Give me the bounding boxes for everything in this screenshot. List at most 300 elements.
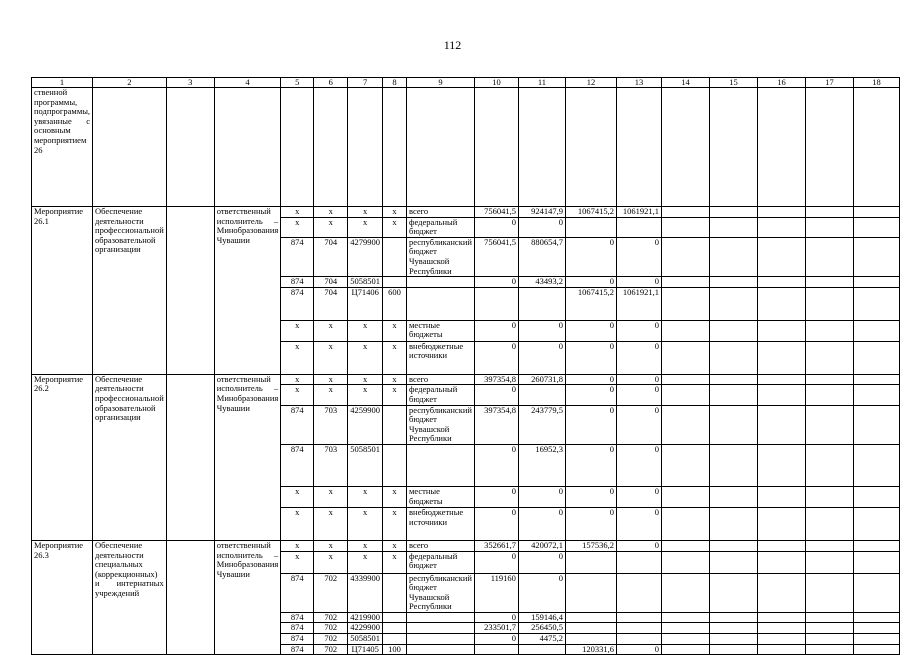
value-cell: 0: [616, 507, 661, 540]
budget-table: [31, 77, 900, 655]
value-cell: [518, 644, 565, 655]
empty-cell: [805, 644, 853, 655]
header-cell: 3: [166, 78, 214, 88]
source-cell: внебюджетные источники: [407, 507, 475, 540]
empty-cell: [661, 320, 709, 341]
measure-description: Обеспечение деятельности специальных (коррекционных) и интернатных учреждений: [93, 540, 167, 654]
empty-cell: [853, 88, 899, 207]
value-cell: 0: [565, 237, 616, 276]
empty-cell: [805, 634, 853, 645]
value-cell: 256450,5: [518, 623, 565, 634]
source-cell: федеральный бюджет: [407, 385, 475, 405]
empty-cell: [757, 277, 805, 288]
empty-cell: [805, 540, 853, 551]
code-cell: x: [348, 374, 383, 385]
code-cell: 4279900: [348, 237, 383, 276]
value-cell: 0: [616, 385, 661, 405]
value-cell: [616, 551, 661, 573]
code-cell: 4339900: [348, 573, 383, 612]
code-cell: x: [314, 486, 348, 507]
code-cell: 874: [281, 405, 314, 444]
value-cell: [616, 573, 661, 612]
code-cell: x: [281, 341, 314, 374]
value-cell: [565, 612, 616, 623]
code-cell: Ц71406: [348, 287, 383, 320]
code-cell: x: [281, 385, 314, 405]
empty-cell: [757, 405, 805, 444]
empty-cell: [853, 623, 899, 634]
header-cell: 14: [661, 78, 709, 88]
code-cell: x: [314, 320, 348, 341]
empty-cell: [348, 88, 383, 207]
code-cell: x: [348, 551, 383, 573]
code-cell: x: [281, 486, 314, 507]
empty-cell: [709, 341, 757, 374]
value-cell: 0: [616, 277, 661, 288]
empty-cell: [805, 237, 853, 276]
code-cell: 704: [314, 237, 348, 276]
source-cell: всего: [407, 374, 475, 385]
code-cell: x: [281, 551, 314, 573]
code-cell: 874: [281, 573, 314, 612]
code-cell: 703: [314, 405, 348, 444]
empty-cell: [166, 88, 214, 207]
empty-cell: [853, 277, 899, 288]
value-cell: 397354,8: [474, 405, 518, 444]
value-cell: 0: [474, 277, 518, 288]
value-cell: 0: [474, 385, 518, 405]
header-cell: 12: [565, 78, 616, 88]
code-cell: x: [383, 486, 407, 507]
code-cell: x: [348, 207, 383, 218]
empty-cell: [757, 341, 805, 374]
value-cell: [565, 573, 616, 612]
page-number: 112: [443, 38, 462, 52]
code-cell: x: [314, 385, 348, 405]
value-cell: [474, 644, 518, 655]
empty-cell: [709, 374, 757, 385]
empty-cell: [805, 405, 853, 444]
source-cell: республиканский бюджет Чувашской Республики: [407, 405, 475, 444]
empty-cell: [757, 88, 805, 207]
code-cell: x: [314, 551, 348, 573]
empty-cell: [474, 88, 518, 207]
value-cell: [565, 551, 616, 573]
empty-cell: [383, 88, 407, 207]
value-cell: 0: [518, 486, 565, 507]
empty-cell: [661, 612, 709, 623]
value-cell: 0: [616, 540, 661, 551]
empty-cell: [805, 217, 853, 237]
measure-description: Обеспечение деятельности профессиональной образовательной организации: [93, 374, 167, 540]
code-cell: x: [348, 217, 383, 237]
code-cell: 874: [281, 444, 314, 486]
value-cell: 0: [616, 320, 661, 341]
code-cell: x: [383, 207, 407, 218]
empty-cell: [757, 551, 805, 573]
measure-description: Обеспечение деятельности профессиональной образовательной организации: [93, 207, 167, 375]
source-cell: внебюджетные источники: [407, 341, 475, 374]
value-cell: 0: [518, 507, 565, 540]
code-cell: x: [383, 374, 407, 385]
value-cell: [616, 612, 661, 623]
value-cell: 0: [565, 385, 616, 405]
empty-cell: [709, 623, 757, 634]
empty-cell: [757, 287, 805, 320]
empty-cell: [805, 486, 853, 507]
empty-cell: [805, 277, 853, 288]
code-cell: [383, 237, 407, 276]
empty-cell: [709, 277, 757, 288]
value-cell: 0: [565, 507, 616, 540]
code-cell: x: [281, 320, 314, 341]
source-cell: [407, 612, 475, 623]
value-cell: 157536,2: [565, 540, 616, 551]
value-cell: 0: [616, 644, 661, 655]
value-cell: [474, 287, 518, 320]
header-cell: 15: [709, 78, 757, 88]
code-cell: x: [348, 486, 383, 507]
code-cell: 874: [281, 612, 314, 623]
empty-cell: [518, 88, 565, 207]
code-cell: x: [281, 540, 314, 551]
code-cell: x: [281, 507, 314, 540]
code-cell: 702: [314, 612, 348, 623]
header-cell: 2: [93, 78, 167, 88]
empty-cell: [853, 341, 899, 374]
empty-cell: [853, 207, 899, 218]
value-cell: [518, 385, 565, 405]
value-cell: 0: [518, 217, 565, 237]
empty-cell: [661, 573, 709, 612]
value-cell: [518, 287, 565, 320]
code-cell: x: [383, 551, 407, 573]
empty-cell: [661, 217, 709, 237]
code-cell: x: [348, 385, 383, 405]
empty-cell: [709, 540, 757, 551]
empty-cell: [407, 88, 475, 207]
header-cell: 1: [32, 78, 93, 88]
code-cell: 874: [281, 644, 314, 655]
value-cell: 756041,5: [474, 237, 518, 276]
empty-cell: [709, 573, 757, 612]
empty-cell: [853, 612, 899, 623]
empty-cell: [853, 237, 899, 276]
code-cell: [383, 444, 407, 486]
measure-name: Мероприятие 26.2: [32, 374, 93, 540]
value-cell: [565, 623, 616, 634]
source-cell: [407, 634, 475, 645]
code-cell: x: [314, 507, 348, 540]
value-cell: 397354,8: [474, 374, 518, 385]
code-cell: x: [348, 320, 383, 341]
code-cell: 874: [281, 287, 314, 320]
source-cell: [407, 644, 475, 655]
empty-cell: [853, 486, 899, 507]
value-cell: 159146,4: [518, 612, 565, 623]
value-cell: 0: [565, 320, 616, 341]
empty-cell: [281, 88, 314, 207]
empty-cell: [661, 551, 709, 573]
value-cell: [616, 634, 661, 645]
empty-cell: [661, 540, 709, 551]
value-cell: 0: [474, 507, 518, 540]
header-cell: 8: [383, 78, 407, 88]
empty-cell: [853, 217, 899, 237]
empty-cell: [805, 374, 853, 385]
value-cell: 0: [616, 341, 661, 374]
source-cell: [407, 623, 475, 634]
code-cell: 704: [314, 287, 348, 320]
code-cell: [383, 573, 407, 612]
value-cell: 0: [474, 320, 518, 341]
empty-cell: [805, 385, 853, 405]
empty-cell: [853, 385, 899, 405]
code-cell: x: [281, 374, 314, 385]
code-cell: 702: [314, 634, 348, 645]
empty-cell: [757, 540, 805, 551]
empty-cell: [757, 237, 805, 276]
empty-cell: [93, 88, 167, 207]
header-cell: 4: [214, 78, 280, 88]
value-cell: 43493,2: [518, 277, 565, 288]
source-cell: республиканский бюджет Чувашской Республики: [407, 573, 475, 612]
header-cell: 13: [616, 78, 661, 88]
empty-cell: [757, 634, 805, 645]
code-cell: [383, 612, 407, 623]
empty-cell: [661, 623, 709, 634]
header-cell: 7: [348, 78, 383, 88]
value-cell: 243779,5: [518, 405, 565, 444]
code-cell: x: [348, 507, 383, 540]
header-cell: 17: [805, 78, 853, 88]
value-cell: 1067415,2: [565, 287, 616, 320]
source-cell: всего: [407, 207, 475, 218]
value-cell: 924147,9: [518, 207, 565, 218]
empty-cell: [805, 320, 853, 341]
empty-cell: [757, 374, 805, 385]
empty-cell: [757, 623, 805, 634]
value-cell: 0: [474, 341, 518, 374]
empty-cell: [314, 88, 348, 207]
empty-cell: [661, 374, 709, 385]
empty-cell: [661, 634, 709, 645]
measure-name: Мероприятие 26.3: [32, 540, 93, 654]
code-cell: [383, 277, 407, 288]
code-cell: 702: [314, 644, 348, 655]
empty-cell: [709, 634, 757, 645]
value-cell: 0: [565, 405, 616, 444]
header-cell: 6: [314, 78, 348, 88]
code-cell: x: [383, 341, 407, 374]
empty-cell: [853, 551, 899, 573]
source-cell: федеральный бюджет: [407, 551, 475, 573]
code-cell: x: [383, 507, 407, 540]
source-cell: [407, 287, 475, 320]
value-cell: [616, 623, 661, 634]
empty-cell: [166, 374, 214, 540]
empty-cell: [853, 507, 899, 540]
value-cell: 233501,7: [474, 623, 518, 634]
empty-cell: [661, 287, 709, 320]
value-cell: 0: [565, 374, 616, 385]
code-cell: 4229900: [348, 623, 383, 634]
empty-cell: [661, 237, 709, 276]
empty-cell: [709, 88, 757, 207]
empty-cell: [853, 320, 899, 341]
empty-cell: [757, 612, 805, 623]
measure-executor: ответственный исполнитель – Минобразования Чувашии: [214, 540, 280, 654]
code-cell: 600: [383, 287, 407, 320]
empty-cell: [709, 237, 757, 276]
empty-cell: [709, 551, 757, 573]
value-cell: [565, 217, 616, 237]
empty-cell: [805, 207, 853, 218]
value-cell: 0: [616, 405, 661, 444]
empty-cell: [661, 277, 709, 288]
code-cell: 100: [383, 644, 407, 655]
value-cell: 352661,7: [474, 540, 518, 551]
empty-cell: [805, 88, 853, 207]
header-cell: 10: [474, 78, 518, 88]
header-row: [32, 78, 900, 88]
code-cell: x: [314, 217, 348, 237]
value-cell: 0: [474, 486, 518, 507]
code-cell: x: [348, 540, 383, 551]
empty-cell: [709, 320, 757, 341]
table-row: [32, 207, 900, 218]
empty-cell: [661, 341, 709, 374]
empty-cell: [853, 374, 899, 385]
table-row: [32, 540, 900, 551]
value-cell: 880654,7: [518, 237, 565, 276]
empty-cell: [757, 320, 805, 341]
empty-cell: [709, 644, 757, 655]
empty-cell: [805, 287, 853, 320]
empty-cell: [805, 507, 853, 540]
value-cell: 1061921,1: [616, 207, 661, 218]
value-cell: 0: [616, 374, 661, 385]
value-cell: 0: [565, 486, 616, 507]
empty-cell: [805, 341, 853, 374]
value-cell: 0: [474, 634, 518, 645]
empty-cell: [661, 207, 709, 218]
code-cell: 874: [281, 237, 314, 276]
value-cell: 0: [474, 217, 518, 237]
code-cell: Ц71405: [348, 644, 383, 655]
value-cell: 4475,2: [518, 634, 565, 645]
code-cell: x: [383, 320, 407, 341]
empty-cell: [709, 287, 757, 320]
empty-cell: [853, 644, 899, 655]
empty-cell: [709, 207, 757, 218]
value-cell: 0: [518, 551, 565, 573]
source-cell: республиканский бюджет Чувашской Республики: [407, 237, 475, 276]
empty-cell: [616, 88, 661, 207]
empty-cell: [661, 444, 709, 486]
empty-cell: [565, 88, 616, 207]
empty-cell: [661, 405, 709, 444]
empty-cell: [853, 634, 899, 645]
code-cell: 874: [281, 623, 314, 634]
code-cell: 702: [314, 623, 348, 634]
empty-cell: [805, 573, 853, 612]
intro-row: [32, 88, 900, 207]
value-cell: 120331,6: [565, 644, 616, 655]
source-cell: местные бюджеты: [407, 486, 475, 507]
empty-cell: [709, 507, 757, 540]
value-cell: 756041,5: [474, 207, 518, 218]
empty-cell: [853, 287, 899, 320]
code-cell: x: [281, 207, 314, 218]
empty-cell: [709, 444, 757, 486]
code-cell: x: [383, 217, 407, 237]
empty-cell: [166, 540, 214, 654]
value-cell: 16952,3: [518, 444, 565, 486]
value-cell: 1061921,1: [616, 287, 661, 320]
code-cell: x: [314, 207, 348, 218]
value-cell: 420072,1: [518, 540, 565, 551]
source-cell: всего: [407, 540, 475, 551]
code-cell: [383, 405, 407, 444]
header-cell: 9: [407, 78, 475, 88]
empty-cell: [757, 644, 805, 655]
value-cell: [616, 217, 661, 237]
code-cell: x: [383, 385, 407, 405]
empty-cell: [757, 507, 805, 540]
value-cell: 0: [616, 444, 661, 486]
code-cell: [383, 634, 407, 645]
header-cell: 18: [853, 78, 899, 88]
empty-cell: [661, 507, 709, 540]
value-cell: 0: [474, 444, 518, 486]
code-cell: 703: [314, 444, 348, 486]
code-cell: 5058501: [348, 634, 383, 645]
empty-cell: [757, 207, 805, 218]
empty-cell: [757, 385, 805, 405]
empty-cell: [166, 207, 214, 375]
code-cell: 874: [281, 634, 314, 645]
value-cell: 0: [518, 573, 565, 612]
source-cell: [407, 444, 475, 486]
empty-cell: [214, 88, 280, 207]
value-cell: 0: [518, 341, 565, 374]
header-cell: 16: [757, 78, 805, 88]
code-cell: 5058501: [348, 444, 383, 486]
empty-cell: [853, 573, 899, 612]
value-cell: 0: [616, 237, 661, 276]
header-cell: 11: [518, 78, 565, 88]
source-cell: [407, 277, 475, 288]
empty-cell: [805, 612, 853, 623]
code-cell: x: [314, 540, 348, 551]
source-cell: местные бюджеты: [407, 320, 475, 341]
value-cell: 119160: [474, 573, 518, 612]
code-cell: 702: [314, 573, 348, 612]
empty-cell: [757, 486, 805, 507]
value-cell: 0: [474, 551, 518, 573]
value-cell: [565, 634, 616, 645]
code-cell: 4259900: [348, 405, 383, 444]
empty-cell: [757, 217, 805, 237]
header-cell: 5: [281, 78, 314, 88]
code-cell: x: [383, 540, 407, 551]
empty-cell: [805, 623, 853, 634]
empty-cell: [709, 612, 757, 623]
empty-cell: [805, 444, 853, 486]
value-cell: 0: [518, 320, 565, 341]
code-cell: x: [314, 341, 348, 374]
